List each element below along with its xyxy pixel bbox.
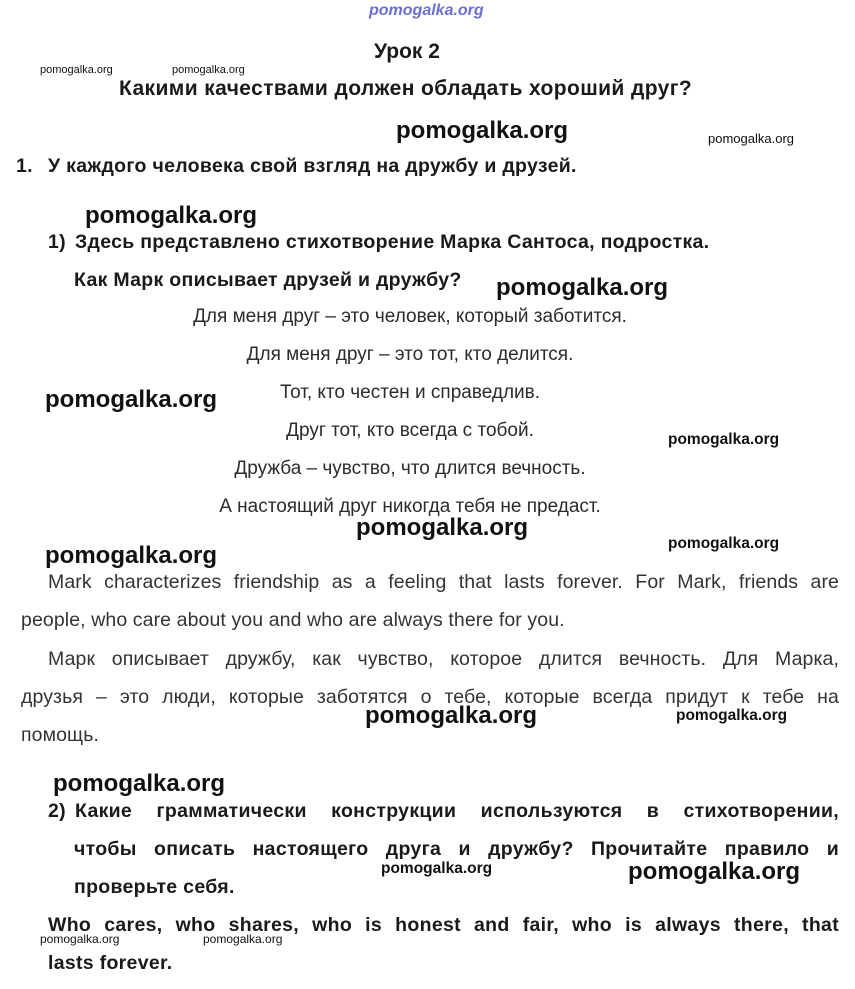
watermark: pomogalka.org	[708, 131, 794, 146]
poem-line: Тот, кто честен и справедлив.	[279, 382, 541, 403]
watermark: pomogalka.org	[628, 858, 801, 885]
watermark: pomogalka.org	[676, 707, 788, 724]
answer-en-line: people, who care about you and who are always there for you.	[21, 609, 565, 631]
watermark: pomogalka.org	[381, 860, 493, 877]
poem-line: Друг тот, кто всегда с тобой.	[286, 420, 534, 441]
subtask-line: чтобы описать настоящего друга и дружбу? Прочитайте правило и	[74, 838, 839, 860]
subtask-number: 1)	[48, 231, 66, 253]
watermark: pomogalka.org	[668, 535, 780, 552]
answer-ru-line: помощь.	[21, 724, 99, 746]
poem-line: Для меня друг – это тот, кто делится.	[246, 344, 574, 365]
watermark: pomogalka.org	[396, 117, 569, 144]
watermark: pomogalka.org	[40, 64, 113, 76]
poem-line: Дружба – чувство, что длится вечность.	[234, 458, 586, 479]
poem-line: Для меня друг – это человек, который заботится.	[193, 306, 627, 327]
watermark: pomogalka.org	[356, 514, 529, 541]
task-number: 1.	[16, 155, 33, 177]
answer2-line: lasts forever.	[48, 952, 173, 974]
watermark: pomogalka.org	[40, 932, 120, 946]
watermark: pomogalka.org	[45, 542, 218, 569]
task-text: У каждого человека свой взгляд на дружбу и друзей.	[48, 155, 577, 177]
watermark: pomogalka.org	[496, 274, 669, 301]
watermark: pomogalka.org	[53, 770, 226, 797]
answer2-line: Who cares, who shares, who is honest and fair, who is always there, that	[48, 914, 839, 936]
watermark: pomogalka.org	[668, 431, 780, 448]
main-question: Какими качествами должен обладать хороший друг?	[119, 77, 693, 100]
subtask-number: 2)	[48, 800, 66, 822]
watermark: pomogalka.org	[172, 64, 245, 76]
lesson-title: Урок 2	[374, 40, 440, 63]
watermark: pomogalka.org	[203, 932, 283, 946]
watermark: pomogalka.org	[365, 702, 538, 729]
subtask-line: Как Марк описывает друзей и дружбу?	[74, 269, 462, 291]
answer-ru-line: друзья – это люди, которые заботятся о тебе, которые всегда придут к тебе на	[21, 686, 839, 708]
watermark: pomogalka.org	[45, 386, 218, 413]
poem-line: А настоящий друг никогда тебя не предаст.	[219, 496, 601, 517]
subtask-line: проверьте себя.	[74, 876, 235, 898]
answer-en-line: Mark characterizes friendship as a feeling that lasts forever. For Mark, friends are	[48, 571, 839, 593]
subtask-line: Какие грамматически конструкции используются в стихотворении,	[75, 800, 839, 822]
subtask-line: Здесь представлено стихотворение Марка Сантоса, подростка.	[75, 231, 710, 253]
watermark: pomogalka.org	[85, 202, 258, 229]
watermark-top: pomogalka.org	[369, 2, 484, 19]
answer-ru-line: Марк описывает дружбу, как чувство, которое длится вечность. Для Марка,	[48, 648, 839, 670]
